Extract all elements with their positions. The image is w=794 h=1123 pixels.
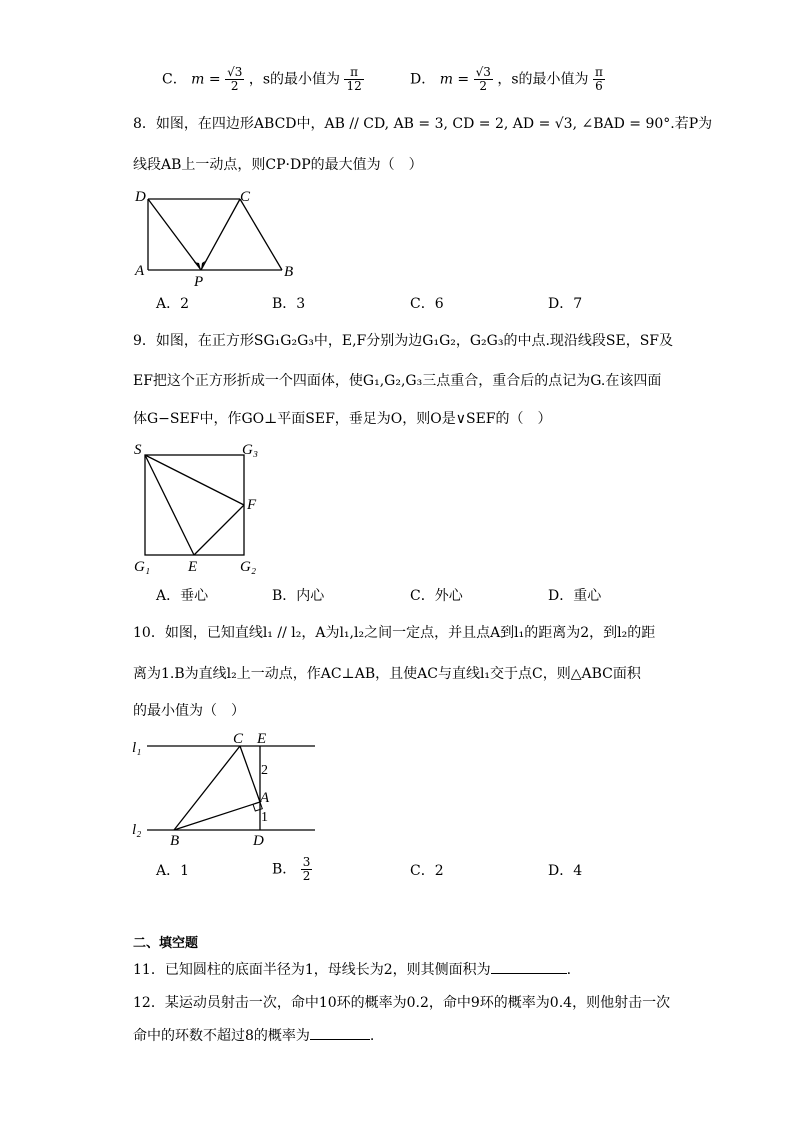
q9-figure (130, 438, 280, 578)
q8-option-c: C．6 (410, 296, 444, 312)
q10-line2: 离为1.B为直线l₂上一动点，作AC⊥AB，且使AC与直线l₁交于点C，则△ABC面积 (133, 666, 641, 682)
q7-option-d-label: D． (410, 71, 436, 88)
q8-label-b: B (284, 264, 294, 280)
q7-option-c-pi-fraction: $\frac{\pi}{12}$ (346, 65, 362, 94)
q10-figure (130, 725, 325, 850)
q12-line1: 12．某运动员射击一次，命中10环的概率为0.2，命中9环的概率为0.4，则他射击一次 (133, 995, 671, 1011)
q8-line2: 线段AB上一动点，则CP·DP的最大值为（ ） (133, 157, 423, 173)
q9-option-c: C．外心 (410, 588, 463, 604)
q8-option-a: A．2 (156, 296, 190, 312)
q10-label-d: D (253, 833, 264, 849)
q8-label-a: A (135, 263, 145, 279)
q7-option-c-fraction: $\frac{√3}{2}$ (227, 65, 243, 94)
q9-option-a: A．垂心 (156, 588, 209, 604)
q8-label-p: P (194, 274, 204, 288)
q7-option-d-fraction: $\frac{√3}{2}$ (475, 65, 491, 94)
q8-label-c: C (240, 189, 251, 205)
q7-option-c-prefix: m = (191, 71, 221, 88)
q10-label-l2: l₂ (132, 822, 142, 838)
q7-option-d-pi-fraction: $\frac{\pi}{6}$ (594, 65, 603, 94)
q9-label-e: E (188, 559, 198, 575)
q10-option-c: C．2 (410, 863, 444, 879)
q7-option-d-mid: ，s的最小值为 (497, 71, 589, 88)
q9-line1: 9．如图，在正方形SG₁G₂G₃中，E,F分别为边G₁G₂，G₂G₃的中点.现沿线段SE，SF及 (133, 333, 674, 349)
q8-figure (130, 183, 310, 288)
q10-label-b: B (170, 833, 180, 849)
q12-end: . (369, 1028, 375, 1044)
q9-label-g2: G₂ (240, 559, 257, 575)
q10-label-two: 2 (261, 763, 268, 778)
q7-option-c (162, 66, 364, 93)
q8-line1: 8．如图，在四边形ABCD中，AB // CD, AB = 3, CD = 2, AD = √3, ∠BAD = 90°.若P为 (133, 116, 713, 132)
q10-label-l1: l₁ (132, 740, 142, 756)
q12-blank (310, 1039, 370, 1040)
q10-option-a: A．1 (156, 863, 190, 879)
q9-label-g1: G₁ (134, 559, 151, 575)
q10-label-e: E (257, 731, 267, 747)
q7-option-d-prefix: m = (439, 71, 470, 88)
q8-label-d: D (135, 189, 146, 205)
q9-line2: EF把这个正方形折成一个四面体，使G₁,G₂,G₃三点重合，重合后的点记为G.在该四面 (133, 373, 662, 389)
q12-text: 命中的环数不超过8的概率为 (133, 1028, 310, 1044)
q8-option-b: B．3 (272, 296, 306, 312)
q12-line2 (133, 1029, 374, 1043)
q11-end: . (566, 962, 572, 978)
q10-line1: 10．如图，已知直线l₁ // l₂，A为l₁,l₂之间一定点，并且点A到l₁的距离为2，到l₂的距 (133, 625, 656, 641)
q10-option-b-fraction: $\frac{3}{2}$ (302, 855, 311, 884)
q7-option-c-mid: ，s的最小值为 (248, 71, 341, 88)
q7-option-d (410, 66, 605, 93)
q8-option-d: D．7 (548, 296, 583, 312)
q9-line3: 体G−SEF中，作GO⊥平面SEF，垂足为O，则O是∨SEF的（ ） (133, 411, 552, 427)
q10-option-b (272, 856, 312, 883)
q10-label-a: A (260, 790, 270, 806)
q11 (133, 963, 571, 977)
q10-line3: 的最小值为（ ） (133, 703, 245, 719)
q9-option-d: D．重心 (548, 588, 602, 604)
q9-label-f: F (247, 497, 257, 513)
q10-option-d: D．4 (548, 863, 583, 879)
q10-label-one: 1 (261, 810, 268, 825)
q10-label-c: C (233, 731, 244, 747)
q9-label-s: S (134, 442, 142, 458)
q10-option-b-label: B． (272, 861, 297, 878)
q9-option-b: B．内心 (272, 588, 325, 604)
q7-option-c-label: C． (162, 71, 187, 88)
q9-label-g3: G₃ (242, 442, 259, 458)
section2-title: 二、填空题 (133, 936, 199, 951)
q11-text: 11．已知圆柱的底面半径为1，母线长为2，则其侧面积为 (133, 962, 491, 978)
q11-blank (491, 973, 567, 974)
